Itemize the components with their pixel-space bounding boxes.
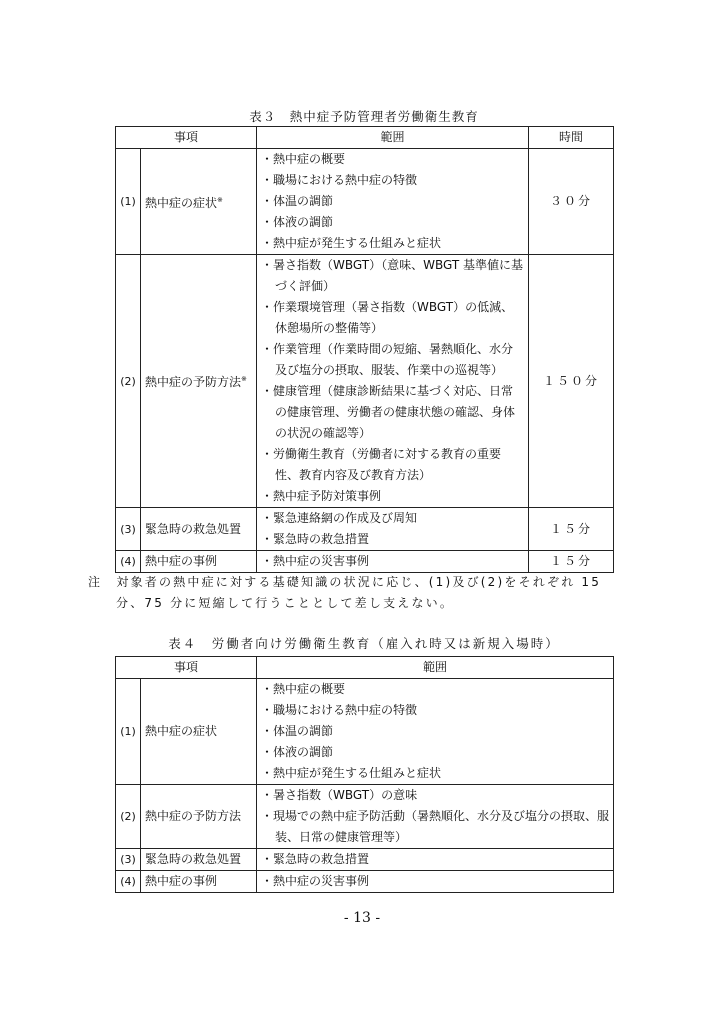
- table4-worker-education: [115, 656, 614, 893]
- range-item: ・体液の調節: [261, 745, 334, 759]
- row-number: (3): [116, 508, 141, 551]
- row-topic-label: 熱中症の予防方法: [145, 809, 242, 823]
- table3-footnote: [88, 572, 608, 614]
- range-item: ・作業環境管理（暑さ指数（WBGT）の低減、休憩場所の整備等）: [261, 300, 514, 335]
- range-item: ・熱中症の災害事例: [261, 554, 370, 568]
- range-item: ・熱中症予防対策事例: [261, 489, 382, 503]
- row-number: (2): [116, 785, 141, 849]
- row-topic-label: 熱中症の事例: [145, 874, 218, 888]
- range-item: ・労働衛生教育（労働者に対する教育の重要性、教育内容及び教育方法）: [261, 447, 502, 482]
- table-row: [116, 149, 614, 255]
- range-item: ・緊急連絡網の作成及び周知: [261, 511, 418, 525]
- row-number: (1): [116, 679, 141, 785]
- range-item: ・緊急時の救急措置: [261, 532, 370, 546]
- range-item: ・暑さ指数（WBGT）の意味: [261, 788, 418, 802]
- table4-header-range: 範囲: [257, 657, 614, 679]
- table3-header-time: 時間: [529, 127, 614, 149]
- row-topic-label: 熱中症の症状: [145, 195, 218, 210]
- row-topic: [141, 785, 257, 849]
- table-row: [116, 785, 614, 849]
- row-time: １５分: [529, 551, 614, 573]
- range-item: ・熱中症の概要: [261, 682, 346, 696]
- footnote-mark: ※: [217, 195, 223, 204]
- range-item: ・体温の調節: [261, 194, 334, 208]
- row-number: (2): [116, 255, 141, 508]
- range-item: ・熱中症が発生する仕組みと症状: [261, 236, 442, 250]
- footnote-line-2: 分、75 分に短縮して行うこととして差し支えない。: [116, 596, 455, 610]
- range-item: ・暑さ指数（WBGT）（意味、WBGT 基準値に基づく評価）: [261, 258, 524, 293]
- row-number: (1): [116, 149, 141, 255]
- row-range: [257, 149, 529, 255]
- row-topic-label: 熱中症の予防方法: [145, 375, 242, 389]
- footnote-mark: ※: [241, 375, 247, 383]
- row-topic: [141, 255, 257, 508]
- table3-header-item: 事項: [116, 127, 257, 149]
- row-range: [257, 551, 529, 573]
- row-number: (4): [116, 871, 141, 893]
- table-row: [116, 255, 614, 508]
- range-item: ・緊急時の救急措置: [261, 852, 370, 866]
- row-topic: [141, 149, 257, 255]
- row-number: (4): [116, 551, 141, 573]
- row-time: １５０分: [529, 255, 614, 508]
- row-topic-label: 緊急時の救急処置: [145, 852, 242, 866]
- row-range: [257, 255, 529, 508]
- page-number: - 13 -: [343, 910, 381, 926]
- range-item: ・熱中症が発生する仕組みと症状: [261, 766, 442, 780]
- table-row: [116, 871, 614, 893]
- range-item: ・健康管理（健康診断結果に基づく対応、日常の健康管理、労働者の健康状態の確認、身体の状況の確認等）: [261, 384, 516, 440]
- table-row: [116, 849, 614, 871]
- row-topic: [141, 871, 257, 893]
- range-item: ・熱中症の概要: [261, 152, 346, 166]
- row-range: [257, 849, 614, 871]
- row-number: (3): [116, 849, 141, 871]
- row-range: [257, 785, 614, 849]
- table4-header-row: [116, 657, 614, 679]
- row-time: １５分: [529, 508, 614, 551]
- table3-manager-education: [115, 126, 614, 573]
- row-range: [257, 679, 614, 785]
- row-topic-label: 熱中症の症状: [145, 724, 218, 738]
- range-item: ・現場での熱中症予防活動（暑熱順化、水分及び塩分の摂取、服装、日常の健康管理等）: [261, 809, 610, 844]
- row-time: ３０分: [529, 149, 614, 255]
- row-topic: [141, 849, 257, 871]
- row-topic: [141, 551, 257, 573]
- range-item: ・体温の調節: [261, 724, 334, 738]
- footnote-line-1: 注 対象者の熱中症に対する基礎知識の状況に応じ、(1)及び(2)をそれぞれ 15: [88, 575, 602, 589]
- table3-header-range: 範囲: [257, 127, 529, 149]
- row-topic: [141, 679, 257, 785]
- table3-header-row: [116, 127, 614, 149]
- table-row: [116, 679, 614, 785]
- row-range: [257, 871, 614, 893]
- table4-caption: 表４ 労働者向け労働衛生教育（雇入れ時又は新規入場時）: [168, 636, 560, 651]
- row-topic-label: 緊急時の救急処置: [145, 521, 242, 536]
- row-topic: [141, 508, 257, 551]
- range-item: ・体液の調節: [261, 215, 334, 229]
- table3-caption: 表３ 熱中症予防管理者労働衛生教育: [249, 109, 479, 124]
- table-row: [116, 508, 614, 551]
- row-topic-label: 熱中症の事例: [145, 554, 218, 568]
- range-item: ・作業管理（作業時間の短縮、暑熱順化、水分及び塩分の摂取、服装、作業中の巡視等）: [261, 342, 514, 377]
- range-item: ・職場における熱中症の特徴: [261, 173, 418, 187]
- table-row: [116, 551, 614, 573]
- range-item: ・職場における熱中症の特徴: [261, 703, 418, 717]
- range-item: ・熱中症の災害事例: [261, 874, 370, 888]
- table4-header-item: 事項: [116, 657, 257, 679]
- row-range: [257, 508, 529, 551]
